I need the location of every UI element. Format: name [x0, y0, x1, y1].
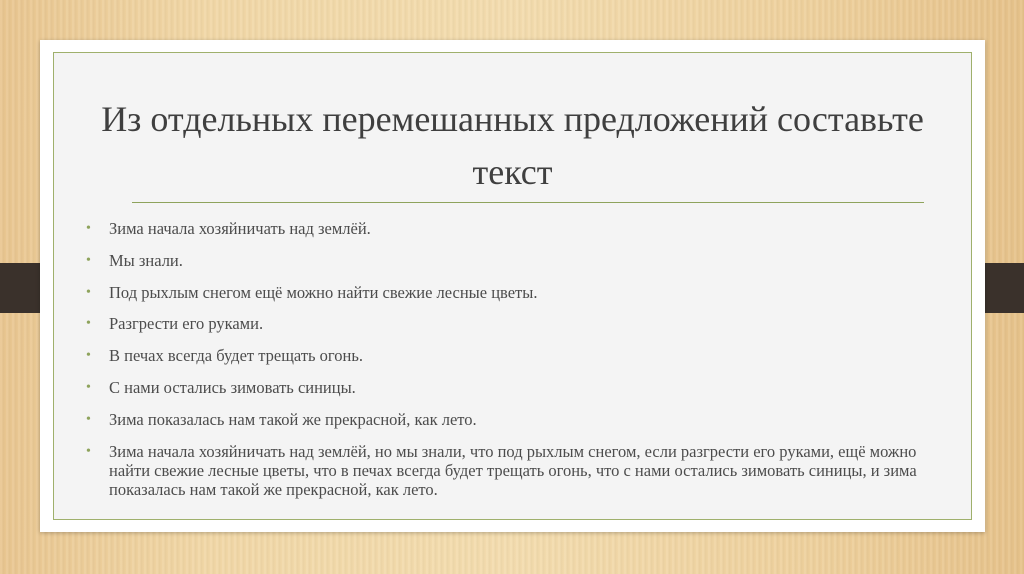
list-item [84, 346, 941, 365]
list-item [84, 251, 941, 270]
bullet-icon: • [86, 348, 91, 364]
bullet-text: Зима начала хозяйничать над землёй. [109, 219, 371, 238]
bullet-text: В печах всегда будет трещать огонь. [109, 346, 364, 366]
slide-card [40, 40, 985, 532]
bullet-icon: • [86, 411, 91, 427]
list-item [84, 442, 941, 499]
bullet-icon: • [86, 379, 91, 395]
bullet-icon: • [86, 221, 91, 236]
list-item [84, 410, 941, 429]
slide-content-frame [53, 52, 972, 520]
title-divider [132, 202, 924, 203]
bullet-text: Под рыхлым снегом ещё можно найти свежие лесные цветы. [109, 282, 538, 302]
bullet-text: С нами остались зимовать синицы. [109, 377, 356, 397]
bullet-text: Мы знали. [109, 250, 183, 270]
list-item [84, 283, 941, 302]
bullet-icon: • [86, 316, 91, 332]
bullet-text: Разгрести его руками. [109, 314, 264, 334]
slide-title: Из отдельных перемешанных предложений составьте текст [101, 99, 924, 192]
bullet-text: Зима начала хозяйничать над землёй, но мы знали, что под рыхлым снегом, если разгрести его руками, ещё можно найти свежие лесные цветы, что в печах всегда будет трещать огонь, что с нами остались зимовать синицы, и зима показалась нам такой же прекрасной, как лето. [109, 441, 917, 499]
bullet-list [84, 219, 941, 511]
list-item [84, 314, 941, 333]
list-item [84, 378, 941, 397]
list-item [84, 219, 941, 238]
bullet-icon: • [86, 284, 91, 300]
bullet-text: Зима показалась нам такой же прекрасной, как лето. [109, 409, 477, 429]
bullet-icon: • [86, 252, 91, 268]
bullet-icon: • [86, 443, 91, 459]
